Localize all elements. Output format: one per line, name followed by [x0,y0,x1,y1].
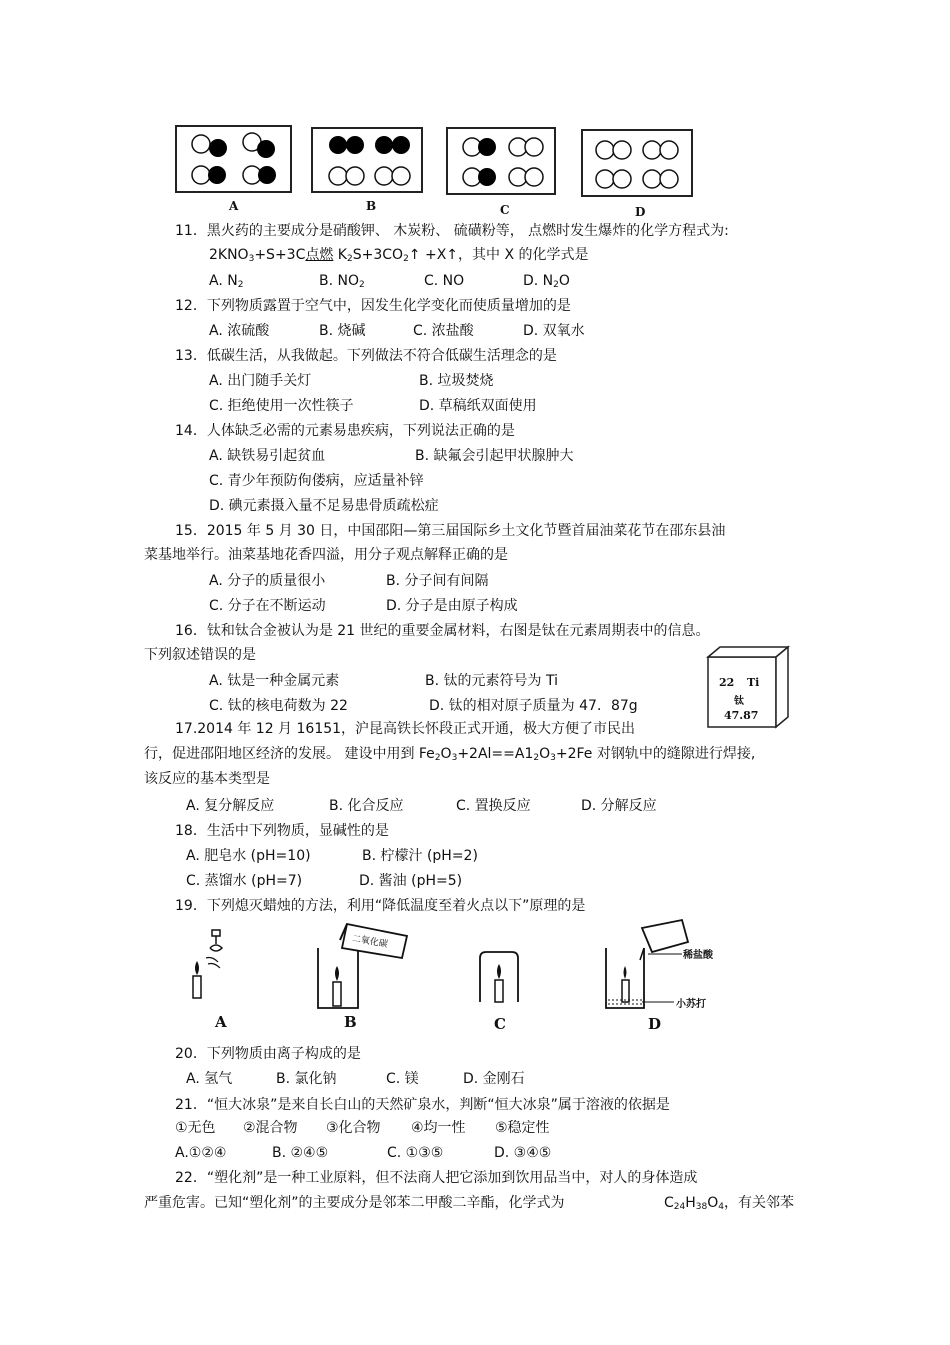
q14-stem: 14．人体缺乏必需的元素易患疾病，下列说法正确的是 [175,423,515,439]
q19-label-c: C [494,1015,506,1033]
q20-option-d[interactable]: D. 金刚石 [463,1071,525,1087]
q20-option-c[interactable]: C. 镁 [386,1071,419,1087]
q11-option-c[interactable]: C. NO [424,273,465,289]
q21-option-c[interactable]: C. ①③⑤ [387,1145,444,1161]
q19-label-b: B [344,1013,357,1031]
ti-symbol: Ti [747,676,760,689]
q11-option-b[interactable]: B. $NO_2$ [319,273,365,290]
q19-label-a: A [215,1013,227,1031]
q12-stem: 12．下列物质露置于空气中，因发生化学变化而使质量增加的是 [175,298,571,314]
q16-option-d[interactable]: D. 钛的相对原子质量为 47．87g [429,698,638,714]
q11-stem: 11．黑火药的主要成分是硝酸钾、 木炭粉、 硫磺粉等， 点燃时发生爆炸的化学方程式为: [175,223,729,239]
q14-option-c[interactable]: C. 青少年预防佝偻病，应适量补锌 [209,473,424,489]
q15-stem-line2: 菜基地举行。油菜基地花香四溢，用分子观点解释正确的是 [144,547,508,563]
q13-option-b[interactable]: B. 垃圾焚烧 [419,373,494,389]
q20-option-a[interactable]: A. 氢气 [186,1071,233,1087]
q16-option-a[interactable]: A. 钛是一种金属元素 [209,673,340,689]
q18-option-d[interactable]: D. 酱油 (pH=5) [359,873,463,889]
q21-option-d[interactable]: D. ③④⑤ [494,1145,552,1161]
ti-mass: 47.87 [724,709,759,722]
q21-stem: 21．“恒大冰泉”是来自长白山的天然矿泉水，判断“恒大冰泉”属于溶液的依据是 [175,1097,670,1113]
acid-label: 稀盐酸 [683,950,713,961]
figure-label-b: B [366,199,377,213]
q17-option-d[interactable]: D. 分解反应 [581,798,657,814]
q17-stem-line1: 17.2014 年 12 月 16151，沪昆高铁长怀段正式开通，极大方便了市民出 [175,721,636,737]
q21-item-2: ②混合物 [243,1120,298,1136]
ti-name: 钛 [734,696,744,707]
q16-option-b[interactable]: B. 钛的元素符号为 Ti [425,673,558,689]
q13-option-d[interactable]: D. 草稿纸双面使用 [419,398,537,414]
q14-option-b[interactable]: B. 缺氟会引起甲状腺肿大 [415,448,574,464]
q13-option-c[interactable]: C. 拒绝使用一次性筷子 [209,398,354,414]
q17-option-b[interactable]: B. 化合反应 [329,798,404,814]
q21-option-b[interactable]: B. ②④⑤ [272,1145,329,1161]
q21-item-4: ④均一性 [411,1120,466,1136]
q11-option-d[interactable]: D. $N_2O$ [523,273,570,290]
q11-equation: $2KNO_3+S+3C$点燃 $K_2S+3CO_2↑$ +X↑，其中 X 的化学式是 [209,247,589,264]
q16-stem-line2: 下列叙述错误的是 [144,647,256,663]
q17-option-c[interactable]: C. 置换反应 [456,798,531,814]
q12-option-a[interactable]: A. 浓硫酸 [209,323,270,339]
q19-stem: 19．下列熄灭蜡烛的方法，利用“降低温度至着火点以下”原理的是 [175,898,586,914]
q15-option-d[interactable]: D. 分子是由原子构成 [386,598,518,614]
q17-stem-line2: 行，促进邵阳地区经济的发展。 建设中用到 $Fe_2O_3+2Al==A1_2O_3+2Fe$ 对钢轨中的缝隙进行焊接, [144,746,756,763]
q15-stem-line1: 15．2015 年 5 月 30 日，中国邵阳—第三届国际乡土文化节暨首届油菜花节在邵东县油 [175,523,726,539]
figure-label-c: C [500,203,510,217]
q16-option-c[interactable]: C. 钛的核电荷数为 22 [209,698,348,714]
q13-option-a[interactable]: A. 出门随手关灯 [209,373,312,389]
q21-item-1: ①无色 [175,1120,216,1136]
q13-stem: 13．低碳生活，从我做起。下列做法不符合低碳生活理念的是 [175,348,557,364]
co2-label: 二氧化碳 [351,933,389,951]
q22-formula: $C_{24}H_{38}O_4$，有关邻苯 [664,1195,794,1212]
q12-option-d[interactable]: D. 双氧水 [523,323,585,339]
q21-option-a[interactable]: A.①②④ [175,1145,227,1161]
q12-option-b[interactable]: B. 烧碱 [319,323,366,339]
q11-option-a[interactable]: A. $N_2$ [209,273,244,290]
figure-label-d: D [635,205,646,219]
q14-option-d[interactable]: D. 碘元素摄入量不足易患骨质疏松症 [209,498,439,514]
q19-label-d: D [648,1015,662,1033]
molecule-figure [172,118,697,218]
q18-option-c[interactable]: C. 蒸馏水 (pH=7) [186,873,303,889]
candle-c-icon [480,952,518,1002]
q17-stem-line3: 该反应的基本类型是 [144,771,270,787]
q12-option-c[interactable]: C. 浓盐酸 [413,323,474,339]
ti-atomic-number: 22 [719,676,735,689]
q20-stem: 20．下列物质由离子构成的是 [175,1046,361,1062]
q14-option-a[interactable]: A. 缺铁易引起贫血 [209,448,326,464]
q22-stem-line2: 严重危害。已知“塑化剂”的主要成分是邻苯二甲酸二辛酯，化学式为 [144,1195,565,1211]
q18-option-a[interactable]: A. 肥皂水 (pH=10) [186,848,311,864]
candle-a-icon [193,930,222,998]
q21-item-3: ③化合物 [326,1120,381,1136]
q16-stem-line1: 16．钛和钛合金被认为是 21 世纪的重要金属材料，右图是钛在元素周期表中的信息。 [175,623,710,639]
q18-stem: 18．生活中下列物质，显碱性的是 [175,823,389,839]
q21-item-5: ⑤稳定性 [495,1120,550,1136]
q15-option-c[interactable]: C. 分子在不断运动 [209,598,326,614]
q18-option-b[interactable]: B. 柠檬汁 (pH=2) [362,848,478,864]
q20-option-b[interactable]: B. 氯化钠 [276,1071,337,1087]
q22-stem-line1: 22．“塑化剂”是一种工业原料，但不法商人把它添加到饮用品当中，对人的身体造成 [175,1170,698,1186]
q15-option-b[interactable]: B. 分子间有间隔 [386,573,489,589]
soda-label: 小苏打 [676,999,706,1010]
q17-option-a[interactable]: A. 复分解反应 [186,798,275,814]
q15-option-a[interactable]: A. 分子的质量很小 [209,573,326,589]
figure-label-a: A [229,199,239,213]
